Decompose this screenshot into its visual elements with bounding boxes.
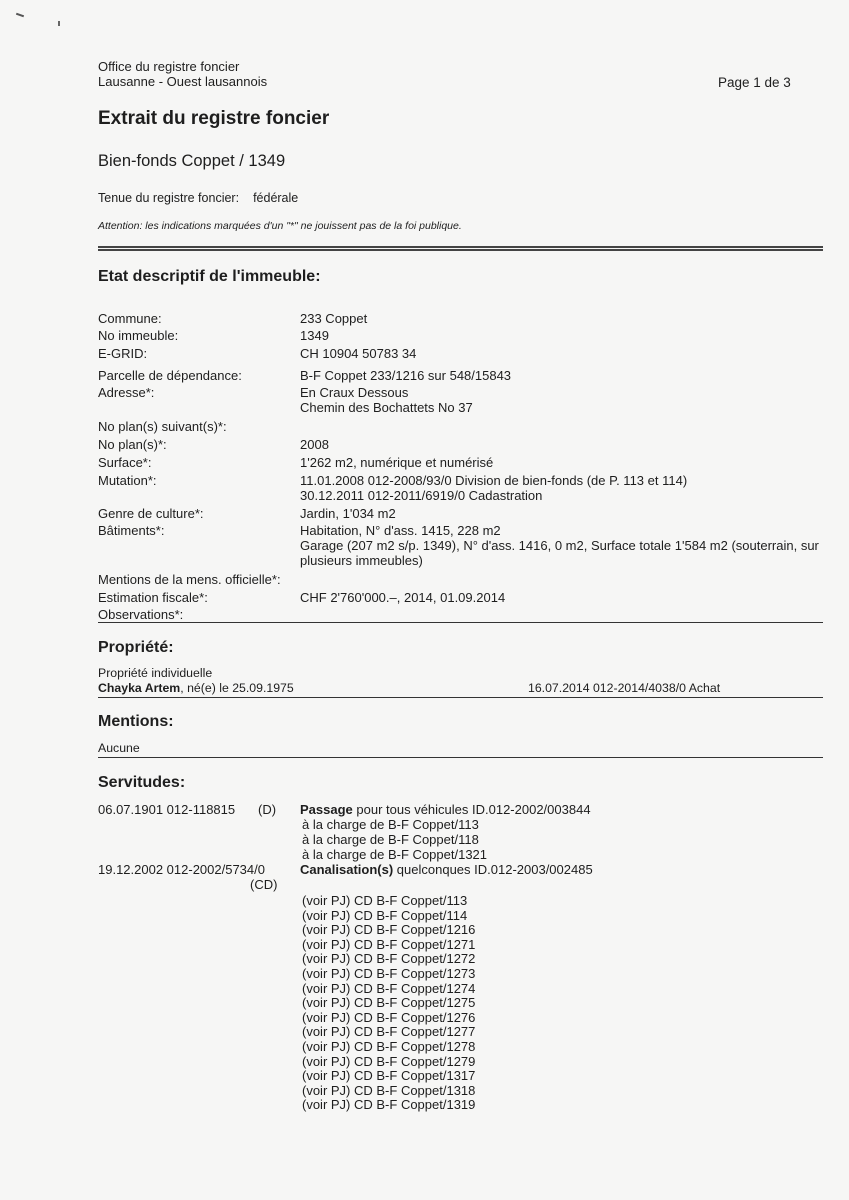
servitude-entry [300, 802, 591, 862]
servitude-title-bold: Passage [300, 802, 353, 817]
value-egrid: CH 10904 50783 34 [300, 346, 417, 361]
office-name: Office du registre foncier [98, 59, 240, 74]
servitude-title-rest: quelconques ID.012-2003/002485 [393, 862, 593, 877]
servitude-title-rest: pour tous véhicules ID.012-2002/003844 [352, 802, 591, 817]
label-mentions-mens: Mentions de la mens. officielle*: [98, 572, 281, 587]
servitude-code: (D) [258, 802, 277, 817]
attention-note: Attention: les indications marquées d'un "*" ne jouissent pas de la foi publique. [98, 220, 462, 232]
section-divider [98, 697, 823, 698]
servitude-line: (voir PJ) CD B-F Coppet/1318 [302, 1082, 476, 1098]
section-divider [98, 757, 823, 758]
label-plans: No plan(s)*: [98, 437, 167, 452]
servitude-line: (voir PJ) CD B-F Coppet/1271 [302, 936, 476, 952]
scan-mark [16, 13, 24, 18]
servitude-line: (voir PJ) CD B-F Coppet/1279 [302, 1053, 476, 1069]
label-mutation: Mutation*: [98, 473, 157, 488]
document-title: Extrait du registre foncier [98, 108, 330, 129]
servitude-line: (voir PJ) CD B-F Coppet/1276 [302, 1009, 476, 1025]
value-plans: 2008 [300, 437, 329, 452]
servitude-line: (voir PJ) CD B-F Coppet/1275 [302, 995, 476, 1011]
value-commune: 233 Coppet [300, 311, 368, 326]
value-mutation-line2: 30.12.2011 012-2011/6919/0 Cadastration [300, 488, 543, 503]
label-egrid: E-GRID: [98, 346, 148, 361]
servitude-line: (voir PJ) CD B-F Coppet/1317 [302, 1068, 476, 1084]
section-heading-propriete: Propriété: [98, 639, 174, 656]
tenue-line [98, 191, 298, 205]
scan-mark [58, 21, 60, 26]
label-estimation: Estimation fiscale*: [98, 590, 208, 605]
section-heading-servitudes: Servitudes: [98, 774, 186, 791]
value-adresse-line1: En Craux Dessous [300, 385, 409, 400]
servitude-line: (voir PJ) CD B-F Coppet/1274 [302, 980, 476, 996]
value-estimation: CHF 2'760'000.–, 2014, 01.09.2014 [300, 590, 506, 605]
value-mutation [300, 473, 687, 503]
label-batiments: Bâtiments*: [98, 523, 165, 538]
office-location: Lausanne - Ouest lausannois [98, 74, 268, 89]
section-heading-mentions: Mentions: [98, 713, 174, 730]
label-parcelle: Parcelle de dépendance: [98, 368, 242, 383]
propriete-acquisition: 16.07.2014 012-2014/4038/0 Achat [528, 681, 721, 695]
servitude-line: à la charge de B-F Coppet/118 [302, 832, 479, 847]
servitude-line: à la charge de B-F Coppet/113 [302, 817, 479, 832]
office-header [98, 59, 267, 89]
section-divider [98, 622, 823, 623]
value-batiments [300, 523, 823, 568]
value-adresse [300, 385, 473, 415]
document-subtitle: Bien-fonds Coppet / 1349 [98, 152, 286, 170]
servitude-code: (CD) [250, 877, 278, 892]
value-mutation-line1: 11.01.2008 012-2008/93/0 Division de bien-fonds (de P. 113 et 114) [300, 473, 688, 488]
value-surface: 1'262 m2, numérique et numérisé [300, 455, 494, 470]
servitude-line: (voir PJ) CD B-F Coppet/1278 [302, 1038, 476, 1054]
servitude-title-bold: Canalisation(s) [300, 862, 394, 877]
value-genre-culture: Jardin, 1'034 m2 [300, 506, 396, 521]
owner-birth: , né(e) le 25.09.1975 [180, 681, 294, 695]
value-no-immeuble: 1349 [300, 328, 329, 343]
servitude-line: (voir PJ) CD B-F Coppet/113 [302, 893, 468, 908]
label-surface: Surface*: [98, 455, 152, 470]
servitude-line: à la charge de B-F Coppet/1321 [302, 847, 488, 862]
propriete-owner [98, 681, 294, 696]
label-no-immeuble: No immeuble: [98, 328, 179, 343]
label-observations: Observations*: [98, 607, 184, 622]
section-heading-etat: Etat descriptif de l'immeuble: [98, 268, 321, 285]
label-plans-suivants: No plan(s) suivant(s)*: [98, 419, 227, 434]
servitude-line: (voir PJ) CD B-F Coppet/1273 [302, 965, 476, 981]
value-adresse-line2: Chemin des Bochattets No 37 [300, 400, 473, 415]
label-commune: Commune: [98, 311, 162, 326]
servitude-title [300, 862, 593, 877]
value-batiments-line1: Habitation, N° d'ass. 1415, 228 m2 [300, 523, 501, 538]
propriete-type: Propriété individuelle [98, 666, 213, 680]
owner-name: Chayka Artem [98, 681, 181, 695]
label-genre-culture: Genre de culture*: [98, 506, 204, 521]
mentions-value: Aucune [98, 741, 140, 755]
double-divider [98, 246, 823, 251]
label-adresse: Adresse*: [98, 385, 155, 400]
servitude-title [300, 802, 591, 817]
servitude-cd-list [302, 893, 475, 1112]
servitude-line: (voir PJ) CD B-F Coppet/114 [302, 907, 468, 923]
servitude-date: 06.07.1901 012-118815 [98, 802, 236, 817]
tenue-label: Tenue du registre foncier: [98, 191, 240, 205]
tenue-value: fédérale [253, 191, 299, 205]
value-batiments-line2: Garage (207 m2 s/p. 1349), N° d'ass. 1416, 0 m2, Surface totale 1'584 m2 (souterrain, sur plusieurs immeubles) [300, 538, 819, 568]
servitude-line: (voir PJ) CD B-F Coppet/1272 [302, 951, 476, 967]
servitude-date: 19.12.2002 012-2002/5734/0 [98, 862, 265, 877]
servitude-line: (voir PJ) CD B-F Coppet/1277 [302, 1024, 476, 1040]
value-parcelle: B-F Coppet 233/1216 sur 548/15843 [300, 368, 512, 383]
page-number: Page 1 de 3 [718, 75, 791, 90]
servitude-line: (voir PJ) CD B-F Coppet/1319 [302, 1097, 476, 1113]
servitude-line: (voir PJ) CD B-F Coppet/1216 [302, 922, 476, 938]
